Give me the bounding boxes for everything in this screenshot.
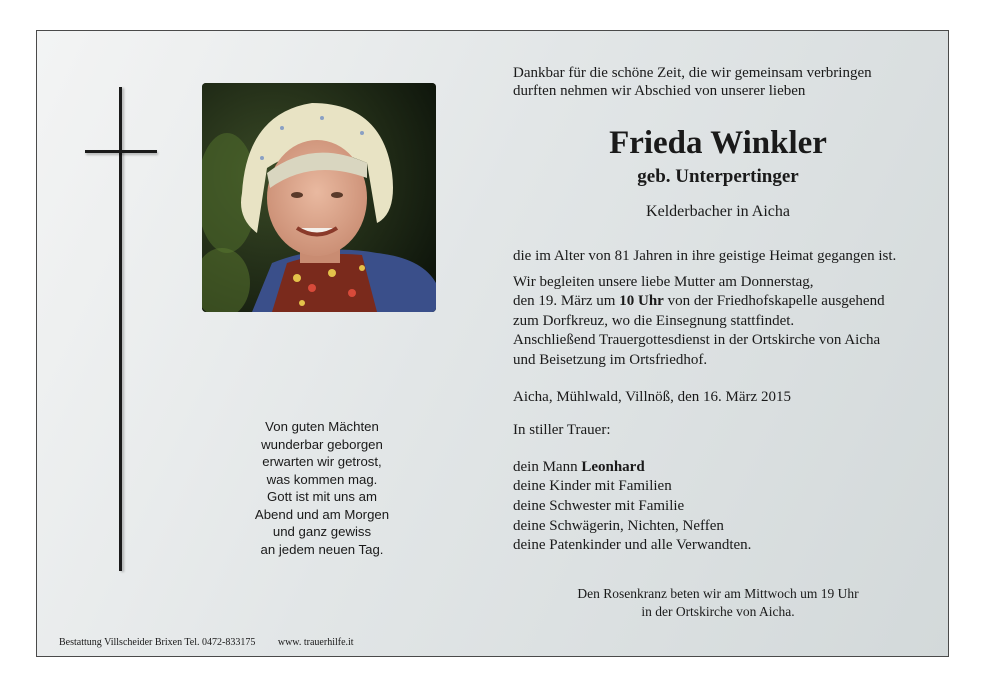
rosary-line-2: in der Ortskirche von Aicha. xyxy=(641,604,795,619)
mourner-line xyxy=(513,458,896,478)
poem-line: und ganz gewiss xyxy=(272,524,372,539)
funeral-line-5: und Beisetzung im Ortsfriedhof. xyxy=(513,351,708,368)
poem-line: wunderbar geborgen xyxy=(261,436,383,452)
funeral-line-2-pre: den 19. März um xyxy=(513,293,620,310)
funeral-line-3: zum Dorfkreuz, wo die Einsegnung stattfindet. xyxy=(513,312,795,329)
origin: Kelderbacher in Aicha xyxy=(646,203,790,220)
footer xyxy=(59,637,374,648)
mourner-line: deine Schwester mit Familie xyxy=(513,497,685,514)
funeral-time: 10 Uhr xyxy=(619,293,664,310)
birth-name: geb. Unterpertinger xyxy=(637,166,799,187)
funeral-line-2 xyxy=(513,292,896,312)
poem-line: Abend und am Morgen xyxy=(254,506,390,522)
mourner-husband-name: Leonhard xyxy=(581,458,645,475)
mourner-line: deine Schwägerin, Nichten, Neffen xyxy=(513,517,724,534)
portrait-image xyxy=(202,83,436,312)
cross-vertical-bar xyxy=(119,87,122,571)
poem-line: Gott ist mit uns am xyxy=(267,489,377,504)
deceased-name: Frieda Winkler xyxy=(609,125,827,161)
place-date: Aicha, Mühlwald, Villnöß, den 16. März 2015 xyxy=(513,388,791,405)
cross-horizontal-bar xyxy=(85,150,157,153)
intro-text xyxy=(513,64,872,100)
funeral-line-4: Anschließend Trauergottesdienst in der Ortskirche von Aicha xyxy=(513,332,881,349)
poem-line: Von guten Mächten xyxy=(265,419,379,434)
obituary-card xyxy=(36,30,949,657)
poem-line: erwarten wir getrost, xyxy=(262,454,382,469)
portrait-photo xyxy=(202,83,436,312)
notice-body xyxy=(513,247,896,556)
mourner-husband-pre: dein Mann xyxy=(513,458,582,475)
intro-line-2: durften nehmen wir Abschied von unserer lieben xyxy=(513,83,806,99)
funeral-line-1: Wir begleiten unsere liebe Mutter am Donnerstag, xyxy=(513,273,814,290)
footer-company: Bestattung Villscheider Brixen Tel. 0472-833175 xyxy=(59,637,256,648)
poem-line: an jedem neuen Tag. xyxy=(260,541,384,557)
mourner-line: deine Kinder mit Familien xyxy=(513,478,672,495)
rosary-line-1: Den Rosenkranz beten wir am Mittwoch um 19 Uhr xyxy=(577,586,859,601)
age-line: die im Alter von 81 Jahren in ihre geistige Heimat gegangen ist. xyxy=(513,248,897,264)
poem-line: was kommen mag. xyxy=(266,471,378,487)
mourner-line: deine Patenkinder und alle Verwandten. xyxy=(513,537,752,554)
funeral-line-2-post: von der Friedhofskapelle ausgehend xyxy=(663,293,885,310)
mourning-heading: In stiller Trauer: xyxy=(513,422,611,439)
intro-line-1: Dankbar für die schöne Zeit, die wir gemeinsam verbringen xyxy=(513,65,872,81)
footer-website: www. trauerhilfe.it xyxy=(277,637,354,648)
poem xyxy=(227,418,417,558)
rosary-notice xyxy=(513,585,923,621)
